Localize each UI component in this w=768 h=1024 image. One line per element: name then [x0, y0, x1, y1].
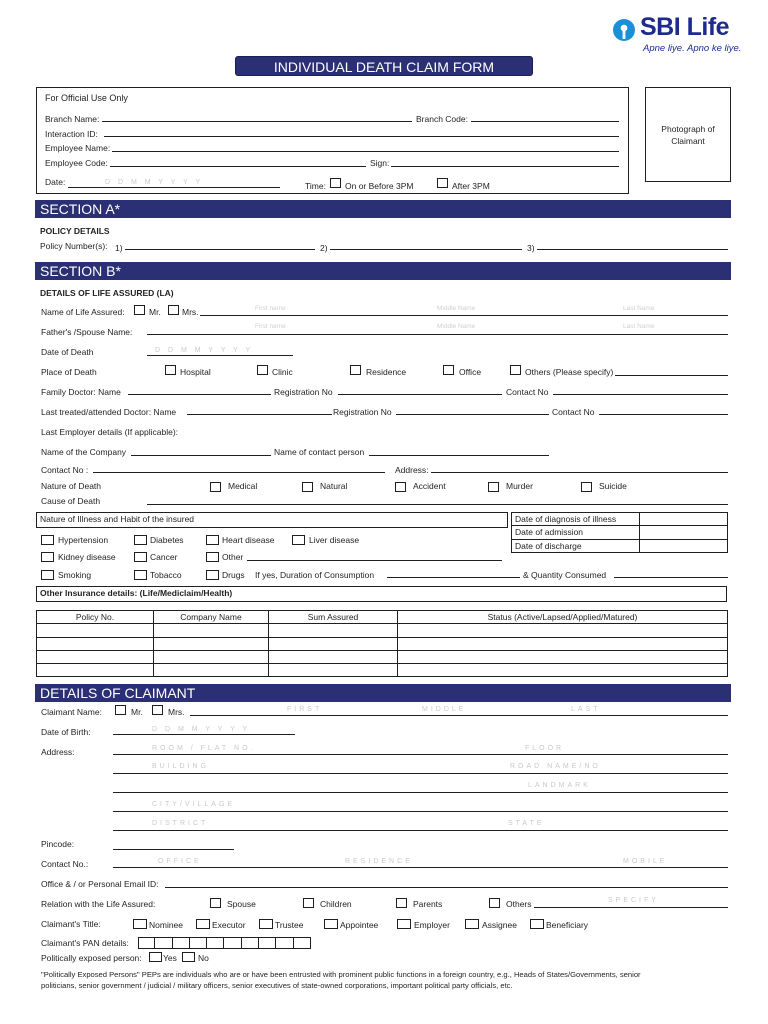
hospital-checkbox[interactable]: [165, 365, 176, 375]
father-spouse-field[interactable]: [147, 334, 728, 335]
company-field[interactable]: [131, 455, 271, 456]
spouse-label: Spouse: [227, 899, 256, 909]
father-first-hint: First name: [255, 323, 286, 330]
employee-code-field[interactable]: [110, 166, 366, 167]
appointee-label: Appointee: [340, 920, 379, 930]
relation-others-label: Others: [506, 899, 532, 909]
beneficiary-checkbox[interactable]: [530, 919, 544, 929]
pincode-label: Pincode:: [41, 839, 75, 849]
policy-numbers-label: Policy Number(s):: [40, 241, 108, 251]
nominee-checkbox[interactable]: [133, 919, 147, 929]
trustee-checkbox[interactable]: [259, 919, 273, 929]
insurance-heading: Other Insurance details: (Life/Mediclaim/Health): [40, 588, 233, 598]
relation-label: Relation with the Life Assured:: [41, 899, 156, 909]
mobile-phone-hint: MOBILE: [623, 858, 668, 865]
building-hint: BUILDING: [152, 763, 210, 770]
state-hint: STATE: [508, 820, 545, 827]
relation-others-checkbox[interactable]: [489, 898, 500, 908]
pan-label: Claimant's PAN details:: [41, 938, 129, 948]
suicide-label: Suicide: [599, 481, 627, 491]
relation-others-field[interactable]: [534, 907, 728, 908]
claimant-mrs-label: Mrs.: [168, 707, 185, 717]
others-specify-field[interactable]: [615, 375, 728, 376]
email-label: Office & / or Personal Email ID:: [41, 879, 159, 889]
table-row[interactable]: [37, 637, 728, 650]
cause-of-death-field[interactable]: [147, 504, 728, 505]
sign-field[interactable]: [391, 166, 619, 167]
pep-yes-checkbox[interactable]: [149, 952, 162, 962]
duration-label: If yes, Duration of Consumption: [255, 570, 375, 580]
claimant-mr-checkbox[interactable]: [115, 705, 126, 715]
city-hint: CITY/VILLAGE: [152, 801, 236, 808]
last-contact-label: Contact No: [552, 407, 595, 417]
hypertension-checkbox[interactable]: [41, 535, 54, 545]
pan-boxes[interactable]: [138, 937, 311, 949]
admission-date-field[interactable]: [640, 526, 728, 539]
kidney-disease-label: Kidney disease: [58, 552, 116, 562]
parents-label: Parents: [413, 899, 443, 909]
kidney-disease-checkbox[interactable]: [41, 552, 54, 562]
on-before-3pm-label: On or Before 3PM: [345, 181, 414, 191]
time-label: Time:: [305, 181, 326, 191]
diabetes-label: Diabetes: [150, 535, 184, 545]
col-policy-no: Policy No.: [37, 611, 154, 624]
la-mr-label: Mr.: [149, 307, 161, 317]
policy-1-label: 1): [115, 243, 123, 253]
last-registration-field[interactable]: [396, 414, 549, 415]
family-registration-label: Registration No: [274, 387, 333, 397]
col-status: Status (Active/Lapsed/Applied/Matured): [398, 611, 728, 624]
employee-name-label: Employee Name:: [45, 143, 111, 153]
accident-label: Accident: [413, 481, 446, 491]
email-field[interactable]: [165, 887, 728, 888]
room-hint: ROOM / FLAT NO.: [152, 745, 256, 752]
photograph-box[interactable]: [645, 87, 731, 182]
last-registration-label: Registration No: [333, 407, 392, 417]
place-of-death-label: Place of Death: [41, 367, 97, 377]
office-phone-hint: OFFICE: [158, 858, 202, 865]
claimant-contact-field[interactable]: [113, 867, 728, 868]
drugs-checkbox[interactable]: [206, 570, 219, 580]
address-line-5[interactable]: [113, 830, 728, 831]
employee-name-field[interactable]: [112, 151, 619, 152]
employee-code-label: Employee Code:: [45, 158, 108, 168]
cause-of-death-label: Cause of Death: [41, 496, 101, 506]
date-field[interactable]: [68, 187, 280, 188]
policy-1-field[interactable]: [125, 249, 315, 250]
pep-footnote-line-1: "Politically Exposed Persons" PEPs are individuals who are or have been entrusted with prominent public functions in a foreign country, e.g., Heads of States/Governments, senior: [41, 970, 641, 979]
claimant-last-hint: LAST: [571, 706, 601, 713]
diabetes-checkbox[interactable]: [134, 535, 147, 545]
natural-checkbox[interactable]: [302, 482, 313, 492]
liver-disease-label: Liver disease: [309, 535, 360, 545]
la-mr-checkbox[interactable]: [134, 305, 145, 315]
assignee-checkbox[interactable]: [465, 919, 479, 929]
pep-footnote-line-2: politicians, senior government / judicial / military officers, senior executives of state-owned corporations, important political party officials, etc.: [41, 981, 513, 990]
other-illness-field[interactable]: [247, 560, 502, 561]
liver-disease-checkbox[interactable]: [292, 535, 305, 545]
pep-no-label: No: [198, 953, 209, 963]
family-doctor-field[interactable]: [128, 394, 271, 395]
father-last-hint: Last Name: [623, 323, 655, 330]
district-hint: DISTRICT: [152, 820, 209, 827]
pep-no-checkbox[interactable]: [182, 952, 195, 962]
landmark-hint: LANDMARK: [528, 782, 591, 789]
table-row[interactable]: [37, 624, 728, 637]
section-b-bar: SECTION B*: [35, 262, 731, 280]
murder-checkbox[interactable]: [488, 482, 499, 492]
employer-label: Employer: [414, 920, 450, 930]
policy-2-field[interactable]: [330, 249, 522, 250]
claimant-dob-field[interactable]: [113, 734, 295, 735]
natural-label: Natural: [320, 481, 348, 491]
heart-disease-label: Heart disease: [222, 535, 275, 545]
discharge-date-field[interactable]: [640, 539, 728, 552]
duration-field[interactable]: [387, 577, 520, 578]
la-middle-hint: Middle Name: [437, 305, 476, 312]
accident-checkbox[interactable]: [395, 482, 406, 492]
la-last-hint: Last Name: [623, 305, 655, 312]
dod-hint: D D M M Y Y Y Y: [155, 347, 254, 354]
employer-contact-label: Contact No :: [41, 465, 89, 475]
address-line-1[interactable]: [113, 754, 728, 755]
photograph-label: Photograph of Claimant: [661, 123, 715, 146]
drugs-label: Drugs: [222, 570, 245, 580]
form-title: INDIVIDUAL DEATH CLAIM FORM: [235, 56, 533, 76]
clinic-checkbox[interactable]: [257, 365, 268, 375]
appointee-checkbox[interactable]: [324, 919, 338, 929]
dod-label: Date of Death: [41, 347, 94, 357]
sign-label: Sign:: [370, 158, 390, 168]
claimant-address-label: Address:: [41, 747, 75, 757]
office-label: Office: [459, 367, 482, 377]
road-hint: ROAD NAME/NO: [510, 763, 601, 770]
family-doctor-label: Family Doctor: Name: [41, 387, 121, 397]
trustee-label: Trustee: [275, 920, 304, 930]
brand-name: SBI Life: [640, 13, 730, 41]
address-line-4[interactable]: [113, 811, 728, 812]
nature-of-death-label: Nature of Death: [41, 481, 102, 491]
family-contact-field[interactable]: [553, 394, 728, 395]
la-first-hint: First name: [255, 305, 286, 312]
residence-checkbox[interactable]: [350, 365, 361, 375]
last-contact-field[interactable]: [599, 414, 728, 415]
murder-label: Murder: [506, 481, 533, 491]
suicide-checkbox[interactable]: [581, 482, 592, 492]
la-mrs-label: Mrs.: [182, 307, 199, 317]
executor-label: Executor: [212, 920, 246, 930]
after-3pm-checkbox[interactable]: [437, 178, 448, 188]
claimant-dob-label: Date of Birth:: [41, 727, 91, 737]
brand-tagline: Apne liye. Apno ke liye.: [643, 43, 742, 54]
clinic-label: Clinic: [272, 367, 293, 377]
father-spouse-label: Father's /Spouse Name:: [41, 327, 133, 337]
employer-contact-field[interactable]: [93, 472, 385, 473]
table-row[interactable]: [37, 650, 728, 663]
tobacco-checkbox[interactable]: [134, 570, 147, 580]
medical-label: Medical: [228, 481, 258, 491]
parents-checkbox[interactable]: [396, 898, 407, 908]
discharge-date-label: Date of discharge: [512, 539, 640, 552]
policy-2-label: 2): [320, 243, 328, 253]
others-checkbox[interactable]: [510, 365, 521, 375]
branch-name-field[interactable]: [102, 121, 412, 122]
quantity-field[interactable]: [614, 577, 728, 578]
hospital-label: Hospital: [180, 367, 211, 377]
last-doctor-label: Last treated/attended Doctor: Name: [41, 407, 177, 417]
heart-disease-checkbox[interactable]: [206, 535, 219, 545]
specify-hint: SPECIFY: [608, 897, 659, 904]
floor-hint: FLOOR: [525, 745, 565, 752]
interaction-id-field[interactable]: [104, 136, 619, 137]
table-row[interactable]: [37, 664, 728, 677]
residence-label: Residence: [366, 367, 407, 377]
claimant-middle-hint: MIDDLE: [422, 706, 467, 713]
beneficiary-label: Beneficiary: [546, 920, 589, 930]
sbi-logo-icon: [611, 17, 637, 43]
illness-dates-table: [511, 512, 728, 553]
interaction-id-label: Interaction ID:: [45, 129, 98, 139]
claimant-name-field[interactable]: [190, 715, 728, 716]
dod-field[interactable]: [147, 355, 293, 356]
claimant-mr-label: Mr.: [131, 707, 143, 717]
address-line-3[interactable]: [113, 792, 728, 793]
assignee-label: Assignee: [482, 920, 517, 930]
la-heading: DETAILS OF LIFE ASSURED (LA): [40, 288, 174, 298]
section-a-bar: SECTION A*: [35, 200, 731, 218]
executor-checkbox[interactable]: [196, 919, 210, 929]
branch-name-label: Branch Name:: [45, 114, 100, 124]
father-middle-hint: Middle Name: [437, 323, 476, 330]
family-registration-field[interactable]: [338, 394, 502, 395]
la-mrs-checkbox[interactable]: [168, 305, 179, 315]
after-3pm-label: After 3PM: [452, 181, 490, 191]
other-illness-label: Other: [222, 552, 244, 562]
children-checkbox[interactable]: [303, 898, 314, 908]
claimant-contact-label: Contact No.:: [41, 859, 89, 869]
admission-date-label: Date of admission: [512, 526, 640, 539]
date-label: Date:: [45, 177, 66, 187]
diag-date-label: Date of diagnosis of illness: [512, 513, 640, 526]
hypertension-label: Hypertension: [58, 535, 109, 545]
office-checkbox[interactable]: [443, 365, 454, 375]
family-contact-label: Contact No: [506, 387, 549, 397]
official-heading: For Official Use Only: [45, 93, 128, 103]
policy-details-heading: POLICY DETAILS: [40, 226, 110, 236]
cancer-checkbox[interactable]: [134, 552, 147, 562]
nominee-label: Nominee: [149, 920, 184, 930]
residence-phone-hint: RESIDENCE: [345, 858, 413, 865]
claimant-dob-hint: D D M M Y Y Y Y: [152, 726, 251, 733]
policy-3-field[interactable]: [537, 249, 728, 250]
children-label: Children: [320, 899, 352, 909]
pep-yes-label: Yes: [163, 953, 177, 963]
branch-code-field[interactable]: [471, 121, 619, 122]
quantity-label: & Quantity Consumed: [523, 570, 607, 580]
pep-label: Politically exposed person:: [41, 953, 142, 963]
claimant-section-bar: DETAILS OF CLAIMANT: [35, 684, 731, 702]
branch-code-label: Branch Code:: [416, 114, 468, 124]
claimant-mrs-checkbox[interactable]: [152, 705, 163, 715]
contact-person-label: Name of contact person: [274, 447, 365, 457]
col-company-name: Company Name: [154, 611, 269, 624]
la-name-label: Name of Life Assured:: [41, 307, 125, 317]
employer-checkbox[interactable]: [397, 919, 411, 929]
la-name-field[interactable]: [200, 315, 728, 316]
last-employer-label: Last Employer details (If applicable):: [41, 427, 179, 437]
insurance-table: [36, 610, 728, 677]
medical-checkbox[interactable]: [210, 482, 221, 492]
other-illness-checkbox[interactable]: [206, 552, 219, 562]
others-label: Others (Please specify): [525, 367, 614, 377]
tobacco-label: Tobacco: [150, 570, 182, 580]
employer-address-field[interactable]: [431, 472, 728, 473]
smoking-checkbox[interactable]: [41, 570, 54, 580]
claimant-name-label: Claimant Name:: [41, 707, 102, 717]
claimant-title-label: Claimant's Title:: [41, 919, 101, 929]
date-hint: D D M M Y Y Y Y: [105, 179, 204, 186]
spouse-checkbox[interactable]: [210, 898, 221, 908]
claimant-first-hint: FIRST: [287, 706, 323, 713]
pincode-field[interactable]: [113, 849, 234, 850]
on-before-3pm-checkbox[interactable]: [330, 178, 341, 188]
contact-person-field[interactable]: [369, 455, 549, 456]
illness-heading: Nature of Illness and Habit of the insured: [40, 514, 195, 524]
employer-address-label: Address:: [395, 465, 429, 475]
col-sum-assured: Sum Assured: [269, 611, 398, 624]
smoking-label: Smoking: [58, 570, 92, 580]
cancer-label: Cancer: [150, 552, 178, 562]
address-line-2[interactable]: [113, 773, 728, 774]
last-doctor-field[interactable]: [187, 414, 332, 415]
diag-date-field[interactable]: [640, 513, 728, 526]
policy-3-label: 3): [527, 243, 535, 253]
company-label: Name of the Company: [41, 447, 127, 457]
